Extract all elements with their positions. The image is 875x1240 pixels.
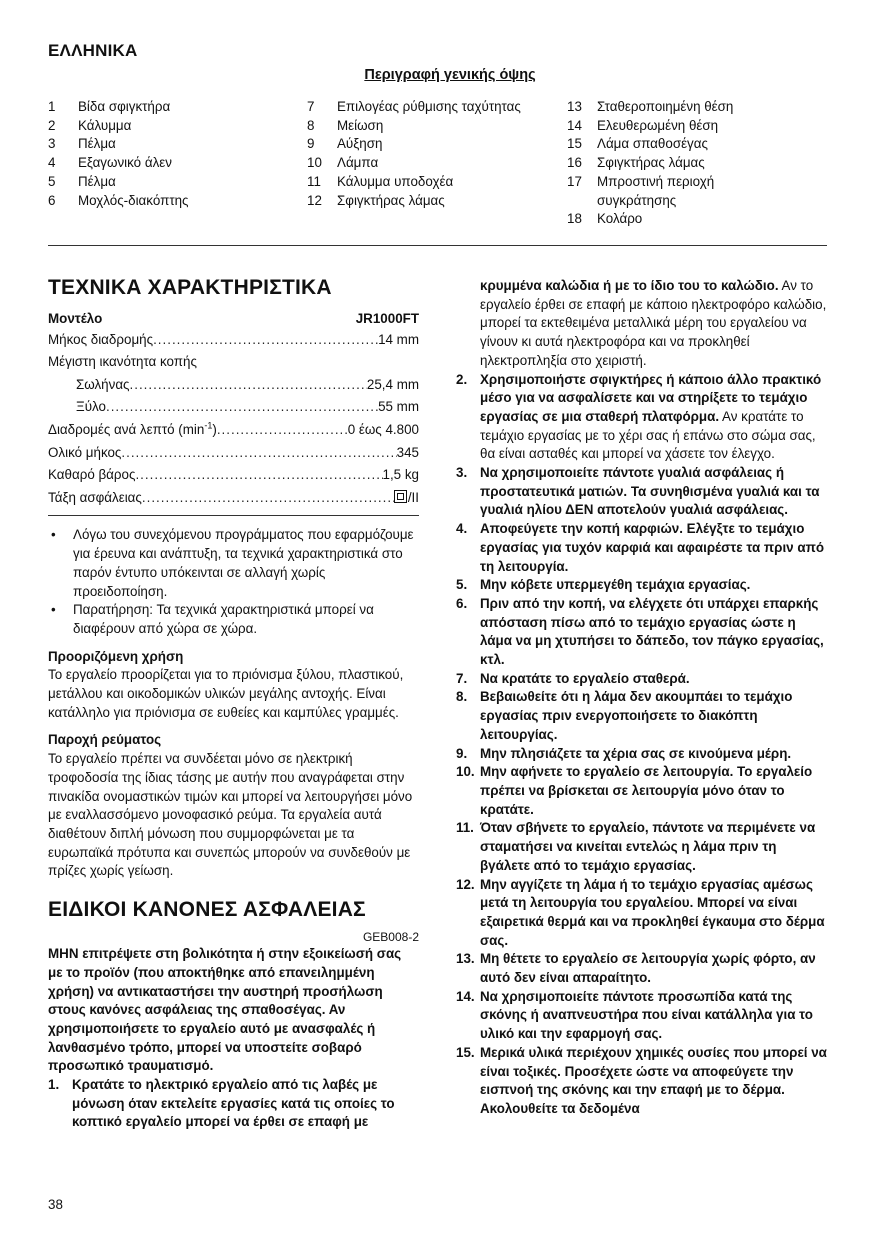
safety-item: 9. Μην πλησιάζετε τα χέρια σας σε κινούμενα μέρη. — [456, 745, 792, 761]
spec-spm-row: Διαδρομές ανά λεπτό $(\min^{-1})$ ..... 0 έως 4.800 — [48, 419, 419, 442]
overview-item: 13 Σταθεροποιημένη θέση — [567, 99, 734, 114]
specs-title: ΤΕΧΝΙΚΑ ΧΑΡΑΚΤΗΡΙΣΤΙΚΑ — [48, 276, 332, 299]
spec-stroke-row: Μήκος διαδρομής ..... 14 mm — [48, 329, 419, 352]
spec-notes — [48, 526, 419, 638]
safety-item: 15. Μερικά υλικά περιέχουν χημικές ουσίες που μπορεί να είναι τοξικές. Προσέχετε ώστε να αποφεύγετε την εισπνοή της σκόνης και την επαφή με το δέρμα. Ακολουθείτε τα δεδομένα — [456, 1044, 827, 1116]
safety-item: 10. Μην αφήνετε το εργαλείο σε λειτουργία. Το εργαλείο πρέπει να βρίσκεται σε λειτουργία μόνο όταν το κρατάτε. — [456, 764, 813, 817]
right-column — [456, 277, 828, 1119]
intended-use-text: Το εργαλείο προορίζεται για το πριόνισμα ξύλου, πλαστικού, μετάλλου και οικοδομικών υλικών μεγάλης αντοχής. Είναι κατάλληλο για πριόνισμα σε ευθείες και καμπύλες γραμμές. — [48, 667, 404, 720]
safety-item: 8. Βεβαιωθείτε ότι η λάμα δεν ακουμπάει το τεμάχιο εργασίας πριν ενεργοποιήσετε το διακόπτη λειτουργίας. — [456, 689, 793, 742]
section-divider — [48, 245, 827, 246]
overview-item: 2 Κάλυμμα — [48, 117, 132, 133]
spec-max-cut-row: Μέγιστη ικανότητα κοπής — [48, 354, 197, 370]
safety-item: 13. Μη θέτετε το εργαλείο σε λειτουργία χωρίς φόρτο, αν αυτό δεν είναι απαραίτητο. — [456, 951, 816, 986]
safety-item-2: 2. Χρησιμοποιήστε σφιγκτήρες ή κάποιο άλλο πρακτικό μέσο για να ασφαλίσετε και να στηρίξετε το τεμάχιο εργασίας σε μια σταθερή πλατφόρμα. Αν κρατάτε το τεμάχιο εργασίας με το χέρι σας ή επάνω στο σώμα σας, θα είναι ασταθές και μπορεί να χάσετε τον έλεγχο. — [456, 371, 822, 462]
safety-item: 3. Να χρησιμοποιείτε πάντοτε γυαλιά ασφάλειας ή προστατευτικά ματιών. Τα συνηθισμένα γυαλιά και τα γυαλιά ηλίου ΔΕΝ αποτελούν γυαλιά ασφάλειας. — [456, 465, 820, 518]
intended-use-heading: Προοριζόμενη χρήση — [48, 648, 184, 664]
overview-item: 11 Κάλυμμα υποδοχέα — [307, 173, 454, 189]
overview-item: 4 Εξαγωνικό άλεν — [48, 155, 172, 171]
overview-item: 5 Πέλμα — [48, 173, 116, 189]
safety-item: 11. Όταν σβήνετε το εργαλείο, πάντοτε να περιμένετε να σταματήσει να κινείται εντελώς η λάμα πριν τη βγάλετε από το τεμάχιο εργασίας. — [456, 820, 816, 873]
language-heading: ΕΛΛΗΝΙΚΑ — [48, 41, 138, 60]
overview-item: 17 Μπροστινή περιοχή συγκράτησης — [567, 173, 715, 208]
power-supply-text: Το εργαλείο πρέπει να συνδέεται μόνο σε ηλεκτρική τροφοδοσία της ίδιας τάσης με αυτήν που αναγράφεται στην πινακίδα ονομαστικών τιμών και μπορεί να λειτουργήσει μόνο με εναλλασσόμενο μονοφασικό ρεύμα. Τα εργαλεία αυτά διαθέτουν διπλή μόνωση που συμμορφώνεται με τα ευρωπαϊκά πρότυπα και συνεπώς μπορούν να συνδεθούν με πρίζες χωρίς γείωση. — [48, 751, 413, 879]
spec-model-row: Μοντέλο JR1000FT — [48, 311, 419, 326]
overview-title: Περιγραφή γενικής όψης — [364, 67, 536, 83]
spec-weight-row: Καθαρό βάρος ..... 1,5 kg — [48, 464, 419, 487]
overview-item: 14 Ελευθερωμένη θέση — [567, 117, 719, 133]
specs-divider — [48, 515, 419, 516]
power-supply-heading: Παροχή ρεύματος — [48, 732, 162, 748]
overview-column-1 — [48, 98, 288, 210]
overview-item: 16 Σφιγκτήρας λάμας — [567, 155, 705, 171]
overview-item: 3 Πέλμα — [48, 136, 116, 152]
spec-class-row: Τάξη ασφάλειας ..... /II — [48, 487, 419, 510]
overview-item: 10 Λάμπα — [307, 155, 379, 171]
safety-item: 12. Μην αγγίζετε τη λάμα ή το τεμάχιο εργασίας αμέσως μετά τη λειτουργία του εργαλείου. Μπορεί να είναι εξαιρετικά θερμά και να προκληθεί έγκαυμα στο δέρμα σας. — [456, 876, 825, 948]
overview-item: 12 Σφιγκτήρας λάμας — [307, 192, 445, 208]
overview-item: 8 Μείωση — [307, 117, 384, 133]
safety-item-1-continued: κρυμμένα καλώδια ή με το ίδιο του το καλώδιο. Αν το εργαλείο έρθει σε επαφή με κάποιο ηλεκτροφόρο καλώδιο, μπορεί τα εκτεθειμένα μεταλλικά μέρη του εργαλείου να γίνουν κι αυτά ηλεκτροφόρα και να προκληθεί ηλεκτροπληξία στο χειριστή. — [480, 278, 827, 368]
safety-item: 14. Να χρησιμοποιείτε πάντοτε προσωπίδα κατά της σκόνης ή αναπνευστήρα που είναι κατάλληλα για το υλικό και την εφαρμογή σας. — [456, 988, 813, 1042]
safety-item: 6. Πριν από την κοπή, να ελέγχετε ότι υπάρχει επαρκής απόσταση πίσω από το τεμάχιο εργασίας ώστε η λάμα να μη χτυπήσει το δάπεδο, τον πάγκο εργασίας, κτλ. — [456, 595, 824, 668]
reference-code: GEB008-2 — [362, 930, 419, 945]
overview-item: 18 Κολάρο — [567, 211, 643, 227]
spec-pipe-row: Σωλήνας ..... 25,4 mm — [48, 374, 419, 397]
double-insulation-icon — [394, 490, 407, 503]
overview-column-2 — [307, 98, 562, 210]
safety-item: 7. Να κρατάτε το εργαλείο σταθερά. — [456, 670, 690, 686]
safety-title: ΕΙΔΙΚΟΙ ΚΑΝΟΝΕΣ ΑΣΦΑΛΕΙΑΣ — [48, 898, 366, 922]
list-item: • Παρατήρηση: Τα τεχνικά χαρακτηριστικά μπορεί να διαφέρουν από χώρα σε χώρα. — [51, 602, 374, 636]
overview-column-3 — [567, 98, 772, 229]
safety-item: 4. Αποφεύγετε την κοπή καρφιών. Ελέγξτε το τεμάχιο εργασίας για τυχόν καρφιά και αφαιρέστε τα πριν από τη λειτουργία. — [456, 521, 825, 574]
overview-item: 7 Επιλογέας ρύθμισης ταχύτητας — [307, 99, 521, 114]
list-item: • Λόγω του συνεχόμενου προγράμματος που εφαρμόζουμε για έρευνα και ανάπτυξη, τα τεχνικά χαρακτηριστικά στο παρόν έντυπο υπόκεινται σε αλλαγή χωρίς προειδοποίηση. — [51, 527, 414, 599]
overview-item: 9 Αύξηση — [307, 136, 383, 152]
spec-wood-row: Ξύλο ..... 55 mm — [48, 396, 419, 419]
overview-item: 15 Λάμα σπαθοσέγας — [567, 136, 708, 152]
left-column — [48, 275, 419, 1132]
safety-item-1: 1. Κρατάτε το ηλεκτρικό εργαλείο από τις λαβές με μόνωση όταν εκτελείτε εργασίες κατά τις οποίες το κοπτικό εργαλείο μπορεί να έρθει σε επαφή με — [48, 1077, 395, 1130]
overview-item: 6 Μοχλός-διακόπτης — [48, 192, 189, 208]
overview-item: 1 Βίδα σφιγκτήρα — [48, 99, 171, 114]
page-number: 38 — [48, 1197, 63, 1212]
safety-intro: ΜΗΝ επιτρέψετε στη βολικότητα ή στην εξοικείωσή σας με το προϊόν (που αποκτήθηκε από επανειλημμένη χρήση) να αντικαταστήσει την αυστηρή προσήλωση στους κανόνες ασφάλειας της σπαθοσέγας. Αν χρησιμοποιήσετε το εργαλείο αυτό με ανασφαλές ή λανθασμένο τρόπο, μπορεί να υποστείτε σοβαρό προσωπικό τραυματισμό. — [48, 946, 402, 1074]
spec-length-row: Ολικό μήκος ..... 345 — [48, 442, 419, 465]
safety-item: 5. Μην κόβετε υπερμεγέθη τεμάχια εργασίας. — [456, 577, 751, 593]
